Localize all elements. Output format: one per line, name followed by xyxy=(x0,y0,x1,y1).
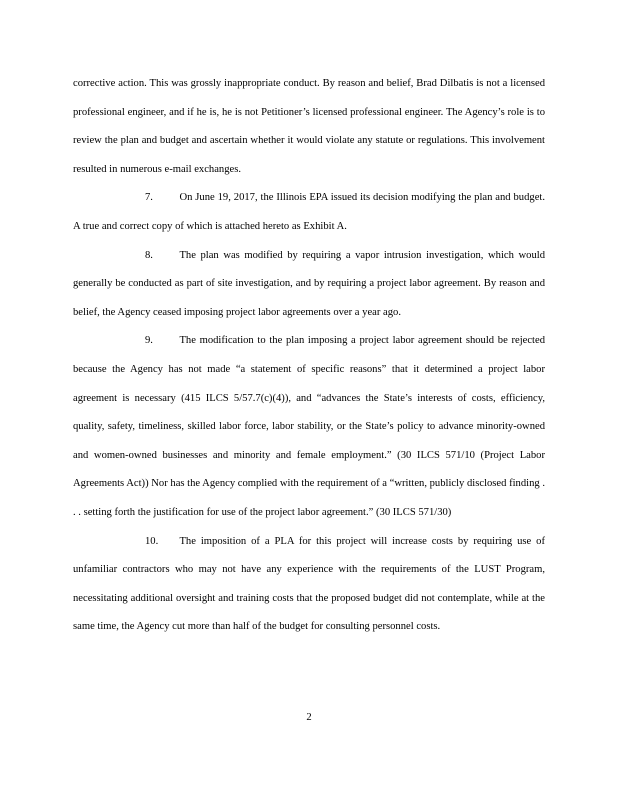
paragraph-text: The imposition of a PLA for this project will increase costs by requiring use of unfamiliar contractors who may not have any experience with the requirements of the LUST Program, necessitating additional oversight and training costs that the proposed budget did not contemplate, while at the same time, the Agency cut more than half of the budget for consulting personnel costs. xyxy=(73,535,545,633)
paragraph-number: 9. xyxy=(145,335,153,347)
paragraph-number: 7. xyxy=(145,192,153,204)
paragraph-text: On June 19, 2017, the Illinois EPA issued its decision modifying the plan and budget. A true and correct copy of which is attached hereto as Exhibit A. xyxy=(73,192,545,232)
paragraph-10 xyxy=(73,528,545,642)
paragraph-7 xyxy=(73,184,545,241)
paragraph-number: 8. xyxy=(145,249,153,261)
paragraph-8 xyxy=(73,242,545,328)
paragraph-number: 10. xyxy=(145,535,159,547)
paragraph-text: The plan was modified by requiring a vapor intrusion investigation, which would generally be conducted as part of site investigation, and by requiring a project labor agreement. By reason and belief, the Agency ceased imposing project labor agreements over a year ago. xyxy=(73,249,545,318)
page-number: 2 xyxy=(306,712,312,723)
paragraph-text: The modification to the plan imposing a project labor agreement should be rejected because the Agency has not made “a statement of specific reasons” that it determined a project labor agreement is necessary (415 ILCS 5/57.7(c)(4)), and “advances the State’s interests of costs, efficiency, quality, safety, timeliness, skilled labor force, labor stability, or the State’s policy to advance minority-owned and women-owned businesses and minority and female employment.” (30 ILCS 571/10 (Project Labor Agreements Act)) Nor has the Agency complied with the requirement of a “written, publicly disclosed finding . . . setting forth the justification for use of the project labor agreement.” (30 ILCS 571/30) xyxy=(73,335,545,518)
paragraph-text: corrective action. This was grossly inappropriate conduct. By reason and belief, Brad Dilbatis is not a licensed professional engineer, and if he is, he is not Petitioner’s licensed professional engineer. The Agency’s role is to review the plan and budget and ascertain whether it would violate any statute or regulations. This involvement resulted in numerous e-mail exchanges. xyxy=(73,78,545,175)
document-body xyxy=(73,70,545,642)
paragraph-9 xyxy=(73,327,545,527)
paragraph-continuation xyxy=(73,70,545,184)
